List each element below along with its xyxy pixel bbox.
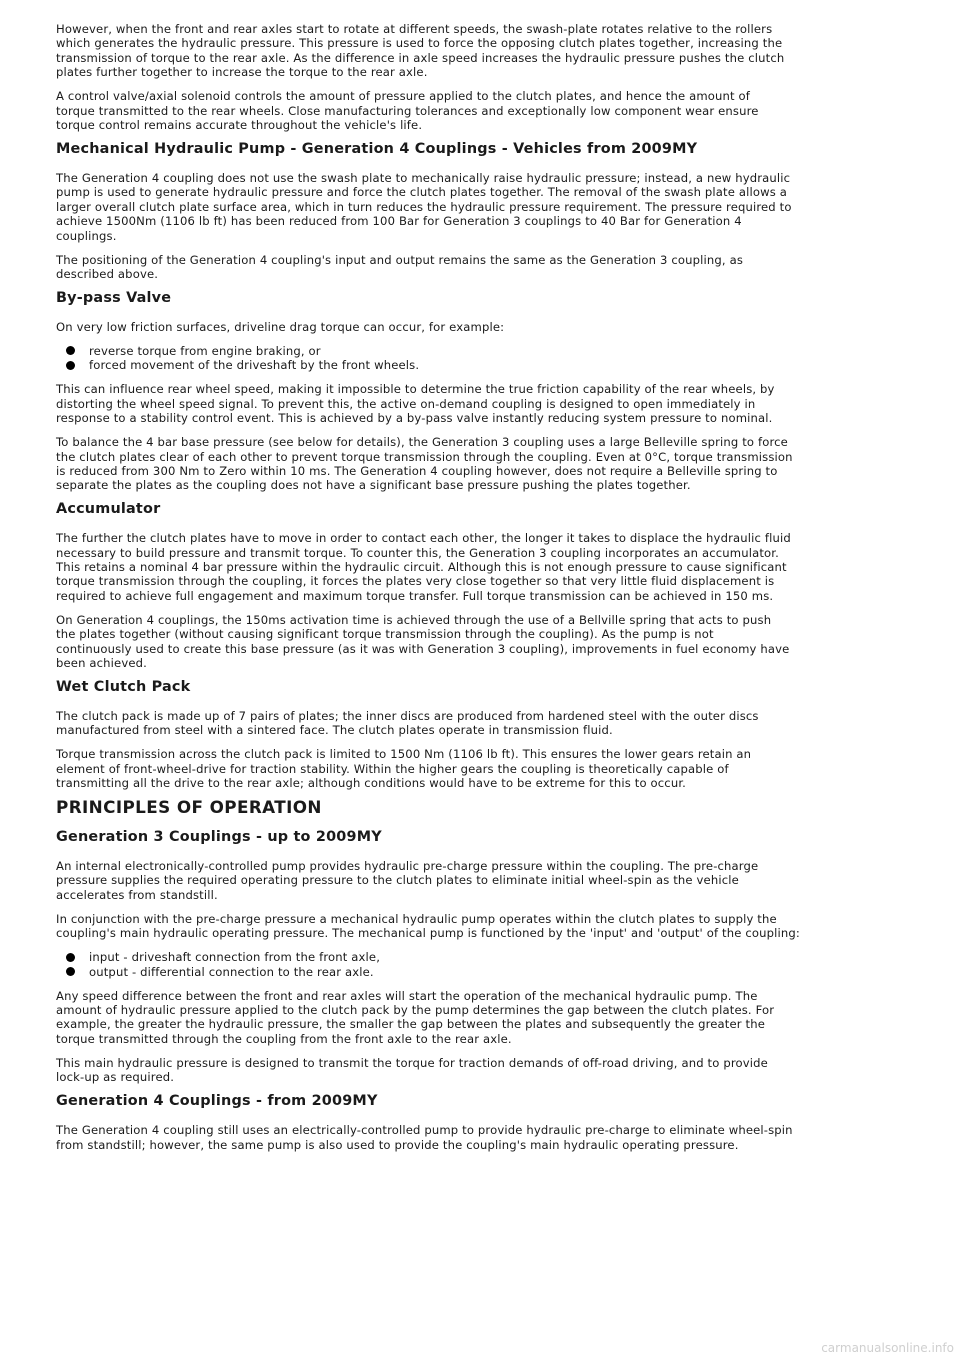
paragraph: The Generation 4 coupling does not use the swash plate to mechanically raise hydraulic pressure; instead, a new hydraulic pump is used to generate hydraulic pressure and force the clutch plates together. The removal of the swash plate allows a larger overall clutch plate surface area, which in turn reduces the hydraulic pressure requirement. The pressure required to achieve 1500Nm (1106 lb ft) has been reduced from 100 Bar for Generation 3 couplings to 40 Bar for Generation 4 couplings. <box>56 170 792 243</box>
paragraph: On very low friction surfaces, driveline drag torque can occur, for example: <box>56 319 505 334</box>
list-item: forced movement of the driveshaft by the front wheels. <box>89 358 906 372</box>
watermark: carmanualsonline.info <box>821 1341 954 1355</box>
section-heading: Accumulator <box>56 501 161 518</box>
document-page <box>56 22 906 1162</box>
paragraph: This can influence rear wheel speed, making it impossible to determine the true friction capability of the rear wheels, by distorting the wheel speed signal. To prevent this, the active on-demand coupling is designed to open immediately in response to a stability control event. This is achieved by a by-pass valve instantly reducing system pressure to nominal. <box>56 382 775 426</box>
chapter-heading: PRINCIPLES OF OPERATION <box>56 797 322 818</box>
paragraph: Torque transmission across the clutch pack is limited to 1500 Nm (1106 lb ft). This ensures the lower gears retain an element of front-wheel-drive for traction stability. Within the higher gears the coupling is theoretically capable of transmitting all the drive to the rear axle; although conditions would have to be extreme for this to occur. <box>56 747 752 791</box>
bullet-icon <box>66 967 75 976</box>
paragraph: The positioning of the Generation 4 coupling's input and output remains the same as the Generation 3 coupling, as described above. <box>56 252 744 281</box>
paragraph: Any speed difference between the front and rear axles will start the operation of the mechanical hydraulic pump. The amount of hydraulic pressure applied to the clutch pack by the pump determines the gap between the clutch plates. For example, the greater the hydraulic pressure, the smaller the gap between the plates and subsequently the greater the torque transmitted through the coupling from the front axle to the rear axle. <box>56 988 775 1046</box>
paragraph: A control valve/axial solenoid controls the amount of pressure applied to the clutch plates, and hence the amount of torque transmitted to the rear wheels. Close manufacturing tolerances and exceptionally low component wear ensure torque control remains accurate throughout the vehicle's life. <box>56 89 759 133</box>
paragraph: The Generation 4 coupling still uses an electrically-controlled pump to provide hydraulic pre-charge to eliminate wheel-spin from standstill; however, the same pump is also used to provide the coupling's main hydraulic operating pressure. <box>56 1123 793 1152</box>
bullet-list <box>56 950 906 979</box>
bullet-icon <box>66 953 75 962</box>
bullet-icon <box>66 361 75 370</box>
section-heading: Generation 4 Couplings - from 2009MY <box>56 1093 378 1110</box>
section-heading: Mechanical Hydraulic Pump - Generation 4 Couplings - Vehicles from 2009MY <box>56 141 698 158</box>
paragraph: The clutch pack is made up of 7 pairs of plates; the inner discs are produced from hardened steel with the outer discs manufactured from steel with a sintered face. The clutch plates operate in transmission fluid. <box>56 708 759 738</box>
paragraph: The further the clutch plates have to move in order to contact each other, the longer it takes to displace the hydraulic fluid necessary to build pressure and transmit torque. To counter this, the Generation 3 coupling incorporates an accumulator. This retains a nominal 4 bar pressure within the hydraulic circuit. Although this is not enough pressure to cause significant torque transmission through the coupling, it forces the plates very close together so that very little fluid displacement is required to achieve full engagement and maximum torque transfer. Full torque transmission can be achieved in 150 ms. <box>56 531 791 603</box>
paragraph: On Generation 4 couplings, the 150ms activation time is achieved through the use of a Bellville spring that acts to push the plates together (without causing significant torque transmission through the coupling). As the pump is not continuously used to create this base pressure (as it was with Generation 3 coupling), improvements in fuel economy have been achieved. <box>56 612 790 671</box>
list-item: output - differential connection to the rear axle. <box>89 965 906 979</box>
section-heading: Generation 3 Couplings - up to 2009MY <box>56 829 382 846</box>
paragraph: This main hydraulic pressure is designed to transmit the torque for traction demands of off-road driving, and to provide lock-up as required. <box>56 1055 768 1085</box>
paragraph: However, when the front and rear axles start to rotate at different speeds, the swash-plate rotates relative to the rollers which generates the hydraulic pressure. This pressure is used to force the opposing clutch plates together, increasing the transmission of torque to the rear axle. As the difference in axle speed increases the hydraulic pressure pushes the clutch plates further together to increase the torque to the rear axle. <box>56 22 785 80</box>
paragraph: An internal electronically-controlled pump provides hydraulic pre-charge pressure within the coupling. The pre-charge pressure supplies the required operating pressure to the clutch plates to eliminate initial wheel-spin as the vehicle accelerates from standstill. <box>56 859 759 902</box>
footer <box>740 1334 960 1358</box>
section-heading: Wet Clutch Pack <box>56 679 191 696</box>
paragraph: To balance the 4 bar base pressure (see below for details), the Generation 3 coupling uses a large Belleville spring to force the clutch plates clear of each other to prevent torque transmission through the coupling. Even at 0°C, torque transmission is reduced from 300 Nm to Zero within 10 ms. The Generation 4 coupling however, does not require a Belleville spring to separate the plates as the coupling does not have a significant base pressure pushing the plates together. <box>56 435 793 493</box>
bullet-icon <box>66 346 75 355</box>
list-item: input - driveshaft connection from the front axle, <box>89 950 906 964</box>
section-heading: By-pass Valve <box>56 289 172 306</box>
paragraph: In conjunction with the pre-charge pressure a mechanical hydraulic pump operates within the clutch plates to supply the coupling's main hydraulic operating pressure. The mechanical pump is functioned by the 'input' and 'output' of the coupling: <box>56 911 800 941</box>
bullet-list <box>56 344 906 373</box>
list-item: reverse torque from engine braking, or <box>89 344 906 358</box>
